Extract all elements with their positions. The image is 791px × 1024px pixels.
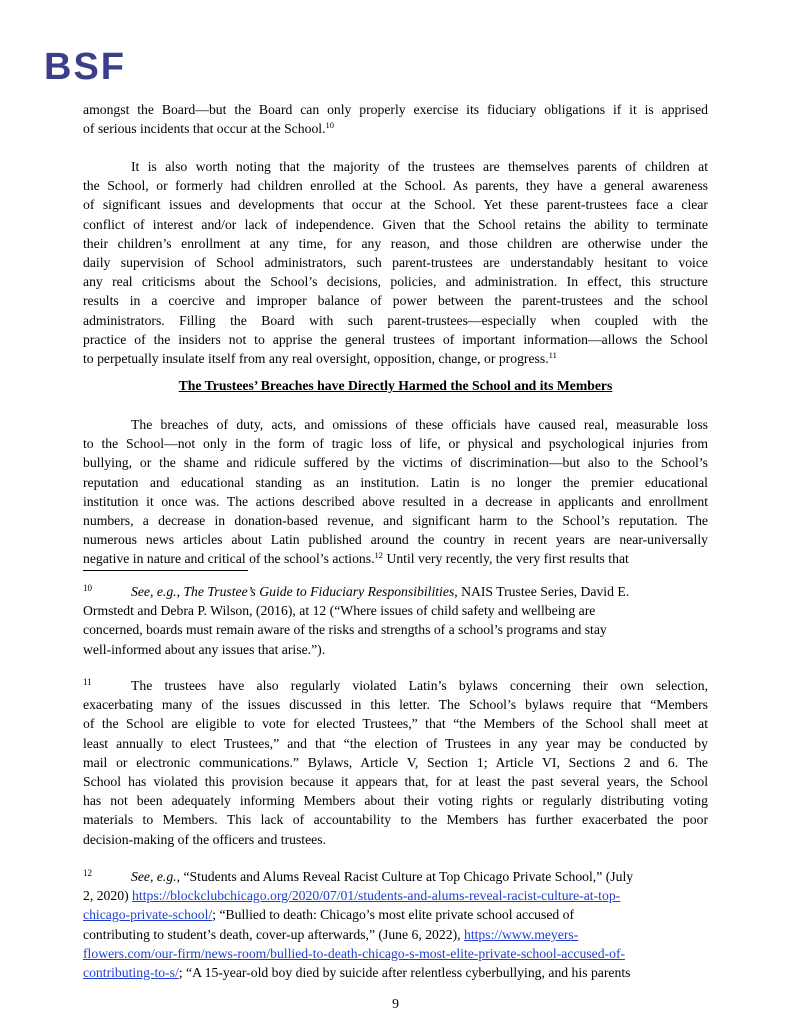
footnote-12 <box>83 867 708 982</box>
page-number: 9 <box>392 996 399 1011</box>
paragraph-continuation <box>83 100 708 138</box>
link-meyers-flowers-article-end[interactable]: contributing-to-s/ <box>83 965 179 981</box>
link-meyers-flowers-article[interactable]: https://www.meyers- <box>463 926 579 942</box>
text-line: administrators. Filling the Board with such parent-trustees—especially when coupled with the <box>83 312 708 328</box>
text-line: decision-making of the officers and trustees. <box>83 831 327 847</box>
text-line: numerous news articles about Latin published around the country in recent years are near-universally <box>83 532 708 548</box>
text-line: practice of the insiders not to apprise the general trustees of important information—allows the School <box>83 331 708 347</box>
footnote-11 <box>83 676 708 849</box>
text-line: of serious incidents that occur at the School.$^{10}$ <box>83 120 335 137</box>
footnote-number: 12 <box>83 868 92 878</box>
footnote-ref: 10 <box>325 120 335 131</box>
footnote-number: 11 <box>83 677 92 687</box>
footnote-ref: 11 <box>548 350 557 361</box>
text-line: least annually to elect Trustees,” and that “the election of Trustees in any year may be conducted by <box>83 735 708 751</box>
text-line: contributing to student’s death, cover-up afterwards,” (June 6, 2022), https://www.meyers- <box>83 926 579 942</box>
text-line: numbers, a decrease in donation-based revenue, and significant harm to the School’s reputation. The <box>83 513 708 529</box>
text-line: It is also worth noting that the majority of the trustees are themselves parents of children at <box>131 159 708 174</box>
text-line: reputation and educational standing as an institution. Latin is no longer the premier educational <box>83 474 708 490</box>
text-line: The breaches of duty, acts, and omissions of these officials have caused real, measurable loss <box>131 417 708 432</box>
text-line: has not been adequately informing Members about their voting rights or regularly distributing voting <box>83 793 708 809</box>
text-line: Ormstedt and Debra P. Wilson, (2016), at 12 (“Where issues of child safety and wellbeing are <box>83 603 596 619</box>
text-line: mail or electronic communications.” Bylaws, Article V, Section 1; Article VI, Sections 2 and 6. The <box>83 754 708 770</box>
text-line: the School, or formerly had children enrolled at the School. As parents, they have a general awareness <box>83 178 708 194</box>
text-line: exacerbating many of the issues discussed in this letter. The School’s bylaws require that “Members <box>83 697 708 713</box>
text-line: daily supervision of School administrators, such parent-trustees are understandably hesitant to voice <box>83 255 708 271</box>
footnote-number: 10 <box>83 583 92 593</box>
text-line: of significant issues and developments that occur at the School. Yet these parent-trustees face a clear <box>83 197 708 213</box>
text-line: materials to Members. This lack of accountability to the Members has further exacerbated the poor <box>83 812 708 828</box>
text-line: concerned, boards must remain aware of the risks and strengths of a school’s programs and stay <box>83 622 607 638</box>
text-line: negative in nature and critical of the school’s actions.$^{12}$ Until very recently, the very first results that <box>83 550 629 567</box>
text-line: The trustees have also regularly violated Latin’s bylaws concerning their own selection, <box>131 678 708 693</box>
text-line: School has violated this provision because it appears that, for at least the past several years, the School <box>83 774 708 790</box>
link-meyers-flowers-article-cont[interactable]: flowers.com/our-firm/news-room/bullied-to-death-chicago-s-most-elite-private-school-accused-of- <box>83 945 626 961</box>
text-line: amongst the Board—but the Board can only properly exercise its fiduciary obligations if it is apprised <box>83 102 708 117</box>
text-line: See, e.g., The Trustee’s Guide to Fiduciary Responsibilities, NAIS Trustee Series, David E. <box>131 584 630 599</box>
text-line: well-informed about any issues that arise.”). <box>83 641 326 657</box>
text-line <box>83 944 708 963</box>
text-line: contributing-to-s/; “A 15-year-old boy died by suicide after relentless cyberbullying, and his parents <box>83 965 631 981</box>
text-line: conflict of interest and/or lack of independence. Given that the School retains the ability to terminate <box>83 216 708 232</box>
paragraph-parent-trustees <box>83 157 708 368</box>
section-heading: The Trustees’ Breaches have Directly Harmed the School and its Members <box>178 378 613 393</box>
text-line: institution it once was. The actions described above resulted in a decrease in applicants and enrollment <box>83 493 708 509</box>
link-blockclub-article[interactable]: https://blockclubchicago.org/2020/07/01/students-and-alums-reveal-racist-culture-at-top- <box>132 888 621 904</box>
text-line: bullying, or the shame and ridicule suffered by the victims of discrimination—but also to the School’s <box>83 455 708 471</box>
link-blockclub-article-cont[interactable]: chicago-private-school/ <box>83 907 213 923</box>
text-line: to perpetually insulate itself from any real oversight, opposition, change, or progress.$^{11}$ <box>83 350 557 367</box>
text-line: See, e.g., “Students and Alums Reveal Racist Culture at Top Chicago Private School,” (July <box>131 869 634 884</box>
paragraph-harm <box>83 415 708 569</box>
text-line: 2, 2020) https://blockclubchicago.org/2020/07/01/students-and-alums-reveal-racist-culture-at-top- <box>83 888 621 904</box>
footnote-10 <box>83 582 708 659</box>
text-line: of the School are eligible to vote for elected Trustees,” that “the Members of the School shall meet at <box>83 716 708 732</box>
footnote-ref: 12 <box>374 550 384 561</box>
text-line: results in a coercive and improper balance of power between the parent-trustees and the school <box>83 293 708 309</box>
text-line: chicago-private-school/; “Bullied to death: Chicago’s most elite private school accused of <box>83 907 575 923</box>
text-line: any real criticisms about the School’s decisions, policies, and administration. In effect, this structure <box>83 274 708 290</box>
footnote-divider <box>83 570 248 571</box>
text-line: their children’s enrollment at any time, for any reason, and those children are otherwise under the <box>83 235 708 251</box>
bsf-logo <box>44 46 136 86</box>
text-line: to the School—not only in the form of tragic loss of life, or physical and psychological injuries from <box>83 436 708 452</box>
logo-text: BSF <box>44 46 126 86</box>
